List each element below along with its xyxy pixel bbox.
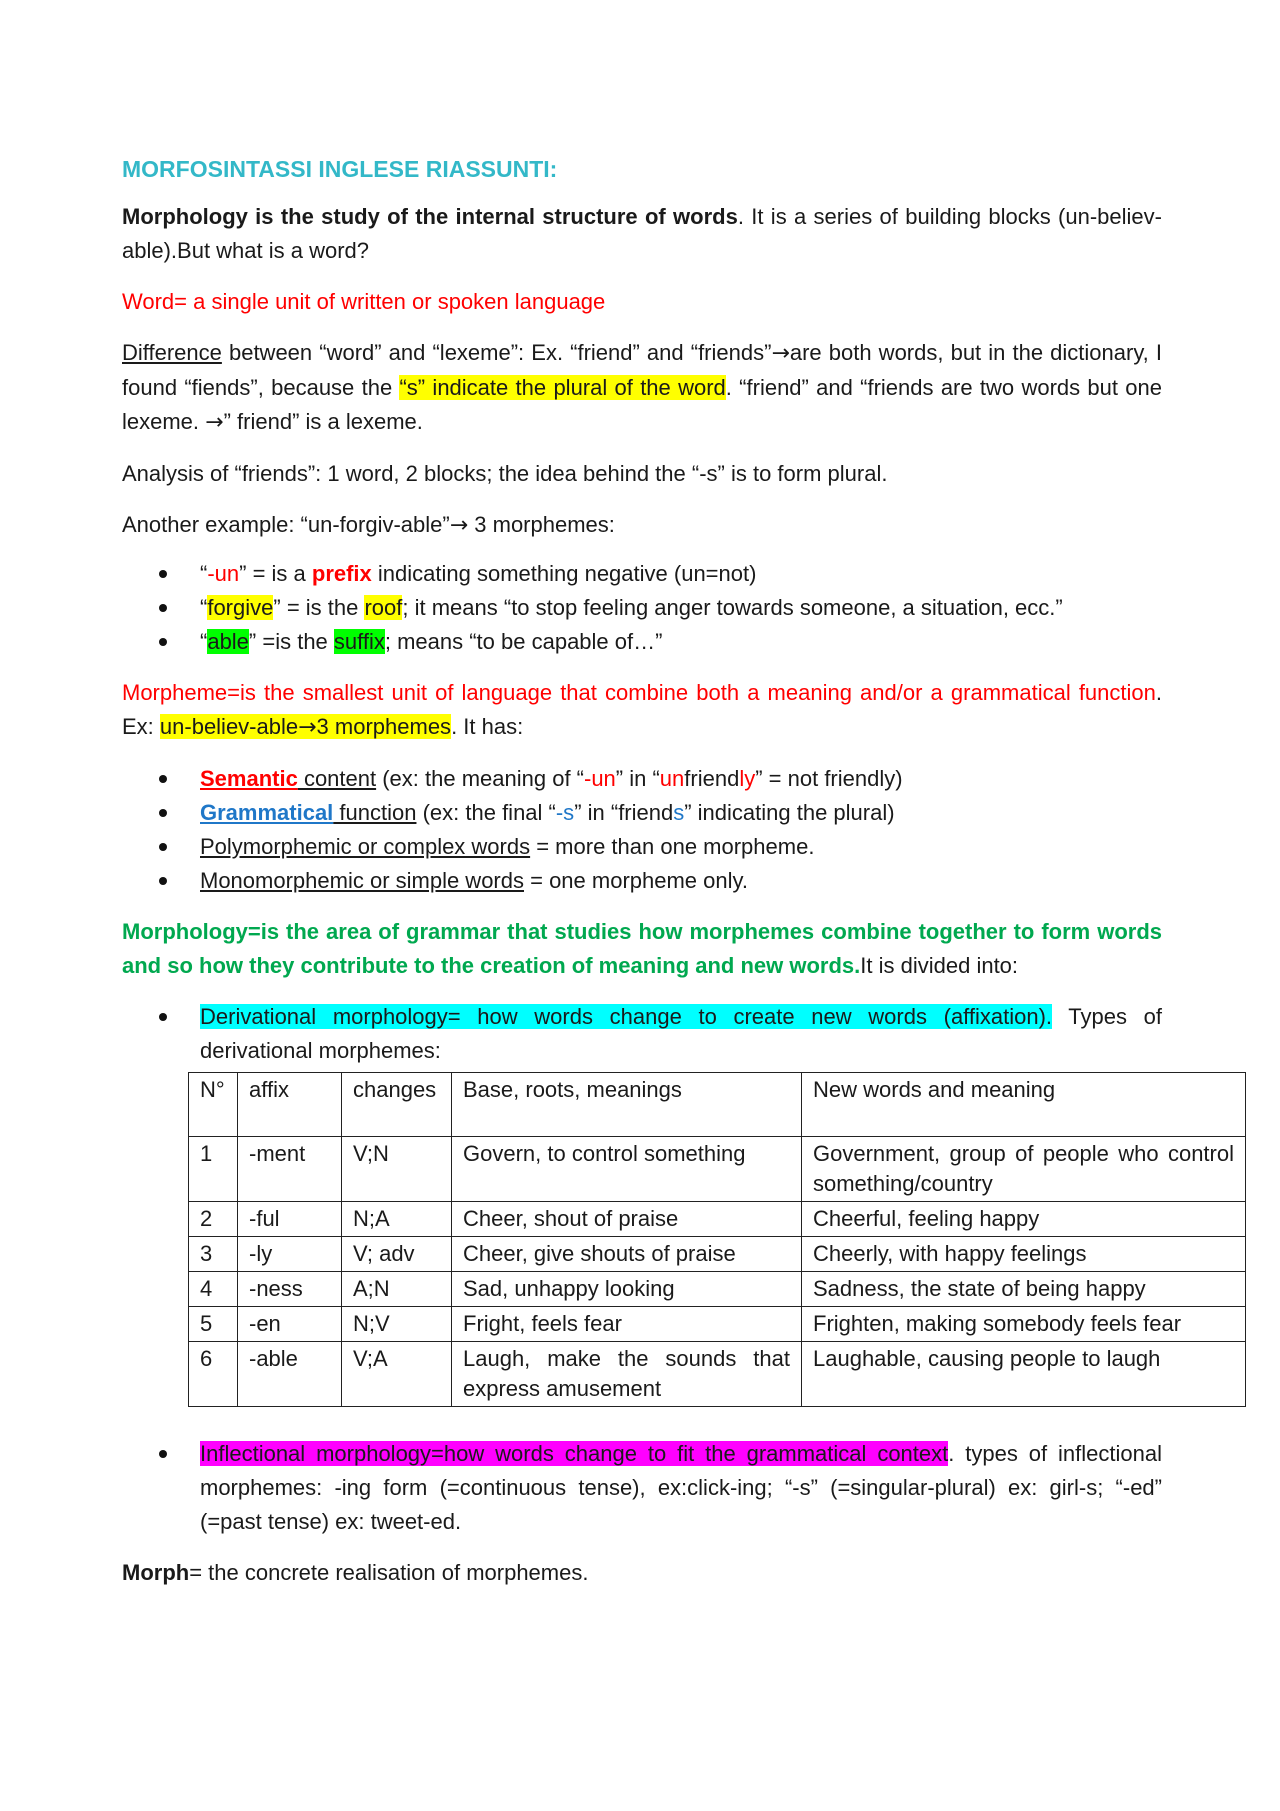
text: It is divided into: bbox=[860, 953, 1019, 978]
text: ” indicating the plural) bbox=[684, 800, 895, 825]
list-item bbox=[122, 625, 1162, 659]
table-row bbox=[189, 1307, 1246, 1342]
bullet-icon bbox=[159, 809, 167, 817]
table-cell: V; adv bbox=[342, 1237, 452, 1272]
text: . Ex: bbox=[122, 680, 1162, 739]
page-title: MORFOSINTASSI INGLESE RIASSUNTI: bbox=[122, 156, 558, 182]
table-cell: 6 bbox=[189, 1342, 238, 1407]
text: . It has: bbox=[451, 714, 524, 739]
list-item bbox=[122, 591, 1162, 625]
text: “ bbox=[200, 595, 208, 620]
table-cell: Cheer, shout of praise bbox=[452, 1202, 802, 1237]
morpheme-definition-red: Morpheme=is the smallest unit of language that combine both a meaning and/or a grammatical function bbox=[122, 680, 1156, 705]
table-cell: Laughable, causing people to laugh bbox=[802, 1342, 1246, 1407]
right-arrow-icon: → bbox=[771, 341, 790, 366]
table-cell: A;N bbox=[342, 1272, 452, 1307]
list-item bbox=[122, 762, 1162, 796]
inflectional-highlight: Inflectional morphology=how words change to fit the grammatical context bbox=[200, 1441, 949, 1466]
difference-paragraph bbox=[122, 336, 1162, 440]
list-item bbox=[122, 830, 1162, 864]
bullet-icon bbox=[159, 638, 167, 646]
table-row bbox=[189, 1202, 1246, 1237]
bullet-icon bbox=[159, 570, 167, 578]
text: -s bbox=[555, 800, 575, 825]
table-cell: -ness bbox=[238, 1272, 342, 1307]
table-cell: 2 bbox=[189, 1202, 238, 1237]
inflectional-list bbox=[122, 1437, 1162, 1539]
morphology-definition-green: Morphology=is the area of grammar that studies how morphemes combine together to form words and so how they contribute to the creation of meaning and new words. bbox=[122, 919, 1162, 978]
bullet-icon bbox=[159, 604, 167, 612]
table-header: affix bbox=[238, 1073, 342, 1137]
analysis-paragraph: Analysis of “friends”: 1 word, 2 blocks; the idea behind the “-s” is to form plural. bbox=[122, 461, 888, 486]
root-example: forgive bbox=[207, 595, 274, 620]
text: 3 morphemes bbox=[316, 714, 452, 739]
suffix-example: able bbox=[207, 629, 249, 654]
difference-text: between “word” and “lexeme”: Ex. “friend” and “friends” bbox=[221, 340, 772, 365]
text: = more than one morpheme. bbox=[530, 834, 815, 859]
difference-text: are both words, but in the dictionary, I found “fiends”, because the bbox=[122, 340, 1163, 400]
morpheme-definition bbox=[122, 676, 1162, 745]
text: ” = not friendly) bbox=[755, 766, 903, 791]
text: function bbox=[333, 800, 417, 825]
document-body bbox=[122, 152, 1234, 1607]
table-cell: 1 bbox=[189, 1137, 238, 1202]
table-header-row bbox=[189, 1073, 1246, 1137]
table-cell: N;V bbox=[342, 1307, 452, 1342]
prefix-example: -un bbox=[207, 561, 240, 586]
highlight-example bbox=[160, 714, 451, 739]
right-arrow-icon: → bbox=[449, 513, 469, 538]
table-cell: -able bbox=[238, 1342, 342, 1407]
morphemes-list bbox=[122, 557, 1162, 659]
text: ” in “friend bbox=[574, 800, 674, 825]
table-cell: Laugh, make the sounds that express amusement bbox=[452, 1342, 802, 1407]
table-cell: Cheerful, feeling happy bbox=[802, 1202, 1246, 1237]
table-header: New words and meaning bbox=[802, 1073, 1246, 1137]
text: indicating something negative (un=not) bbox=[371, 561, 757, 586]
table-cell: -en bbox=[238, 1307, 342, 1342]
text: “ bbox=[200, 629, 208, 654]
text: content bbox=[297, 766, 377, 791]
table-cell: V;A bbox=[342, 1342, 452, 1407]
text: = the concrete realisation of morphemes. bbox=[189, 1560, 589, 1585]
text: ” = is the bbox=[273, 595, 365, 620]
suffix-term: suffix bbox=[333, 629, 385, 654]
text: Polymorphemic or complex words bbox=[200, 834, 531, 859]
table-row bbox=[189, 1137, 1246, 1202]
bullet-icon bbox=[159, 1450, 167, 1458]
derivational-list bbox=[122, 1000, 1162, 1068]
text: ” =is the bbox=[248, 629, 334, 654]
table-cell: Cheer, give shouts of praise bbox=[452, 1237, 802, 1272]
list-item bbox=[122, 1000, 1162, 1068]
morph-definition bbox=[122, 1556, 1162, 1590]
table-header: changes bbox=[342, 1073, 452, 1137]
table-cell: 4 bbox=[189, 1272, 238, 1307]
table-cell: Cheerly, with happy feelings bbox=[802, 1237, 1246, 1272]
table-header: N° bbox=[189, 1073, 238, 1137]
intro-paragraph bbox=[122, 200, 1162, 268]
derivational-highlight: Derivational morphology= how words change to create new words (affixation). bbox=[200, 1004, 1053, 1029]
table-cell: V;N bbox=[342, 1137, 452, 1202]
text: . types of inflectional morphemes: -ing form (=continuous tense), ex:click-ing; “-s” (=singular-plural) ex: girl-s; “-ed” (=past tense) ex: tweet-ed. bbox=[200, 1441, 1162, 1534]
text: ly bbox=[739, 766, 756, 791]
table-cell: Govern, to control something bbox=[452, 1137, 802, 1202]
text: -un bbox=[584, 766, 616, 791]
text: un-believ-able bbox=[159, 714, 299, 739]
right-arrow-icon: → bbox=[205, 410, 224, 435]
table-row bbox=[189, 1342, 1246, 1407]
table-cell: Government, group of people who control something/country bbox=[802, 1137, 1246, 1202]
grammatical-term: Grammatical bbox=[200, 800, 334, 825]
text: s bbox=[673, 800, 685, 825]
another-text: Another example: “un-forgiv-able” bbox=[122, 512, 450, 537]
table-header: Base, roots, meanings bbox=[452, 1073, 802, 1137]
list-item bbox=[122, 864, 1162, 898]
table-cell: N;A bbox=[342, 1202, 452, 1237]
table-cell: 5 bbox=[189, 1307, 238, 1342]
table-cell: Sadness, the state of being happy bbox=[802, 1272, 1246, 1307]
difference-text: ” friend” is a lexeme. bbox=[223, 409, 423, 434]
text: (ex: the final “ bbox=[416, 800, 556, 825]
text: Types of derivational morphemes: bbox=[200, 1004, 1163, 1063]
semantic-term: Semantic bbox=[200, 766, 298, 791]
prefix-term: prefix bbox=[311, 561, 372, 586]
table-cell: Frighten, making somebody feels fear bbox=[802, 1307, 1246, 1342]
intro-rest: . It is a series of building blocks (un-believ-able).But what is a word? bbox=[122, 204, 1162, 263]
text: ” = is a bbox=[239, 561, 312, 586]
text: ” in “ bbox=[615, 766, 660, 791]
table-cell: -ment bbox=[238, 1137, 342, 1202]
root-term: roof bbox=[364, 595, 403, 620]
bullet-icon bbox=[159, 843, 167, 851]
intro-bold: Morphology is the study of the internal structure of words bbox=[122, 204, 738, 229]
another-example bbox=[122, 508, 1162, 543]
another-text: 3 morphemes: bbox=[468, 512, 615, 537]
difference-underlined: Difference bbox=[122, 340, 222, 365]
list-item bbox=[122, 557, 1162, 591]
table-cell: Sad, unhappy looking bbox=[452, 1272, 802, 1307]
text: friend bbox=[684, 766, 740, 791]
table-cell: -ful bbox=[238, 1202, 342, 1237]
text: (ex: the meaning of “ bbox=[376, 766, 584, 791]
right-arrow-icon: → bbox=[298, 715, 317, 740]
highlight-plural: “s” indicate the plural of the word bbox=[399, 375, 726, 400]
list-item bbox=[122, 1437, 1162, 1539]
text: “ bbox=[200, 561, 208, 586]
table-cell: -ly bbox=[238, 1237, 342, 1272]
difference-text: . “friend” and “friends are two words but one lexeme. bbox=[122, 375, 1163, 434]
table-cell: Fright, feels fear bbox=[452, 1307, 802, 1342]
text: ; means “to be capable of…” bbox=[384, 629, 663, 654]
bullet-icon bbox=[159, 775, 167, 783]
table-cell: 3 bbox=[189, 1237, 238, 1272]
text: ; it means “to stop feeling anger towards someone, a situation, ecc.” bbox=[402, 595, 1063, 620]
text: Monomorphemic or simple words bbox=[200, 868, 524, 893]
morphology-definition bbox=[122, 915, 1162, 983]
text: un bbox=[659, 766, 685, 791]
bullet-icon bbox=[159, 877, 167, 885]
table-row bbox=[189, 1237, 1246, 1272]
bullet-icon bbox=[159, 1013, 167, 1021]
morpheme-properties-list bbox=[122, 762, 1162, 898]
morph-term: Morph bbox=[122, 1560, 190, 1585]
list-item bbox=[122, 796, 1162, 830]
text: = one morpheme only. bbox=[524, 868, 748, 893]
table-row bbox=[189, 1272, 1246, 1307]
affix-table bbox=[188, 1072, 1246, 1407]
word-definition: Word= a single unit of written or spoken language bbox=[122, 289, 606, 314]
